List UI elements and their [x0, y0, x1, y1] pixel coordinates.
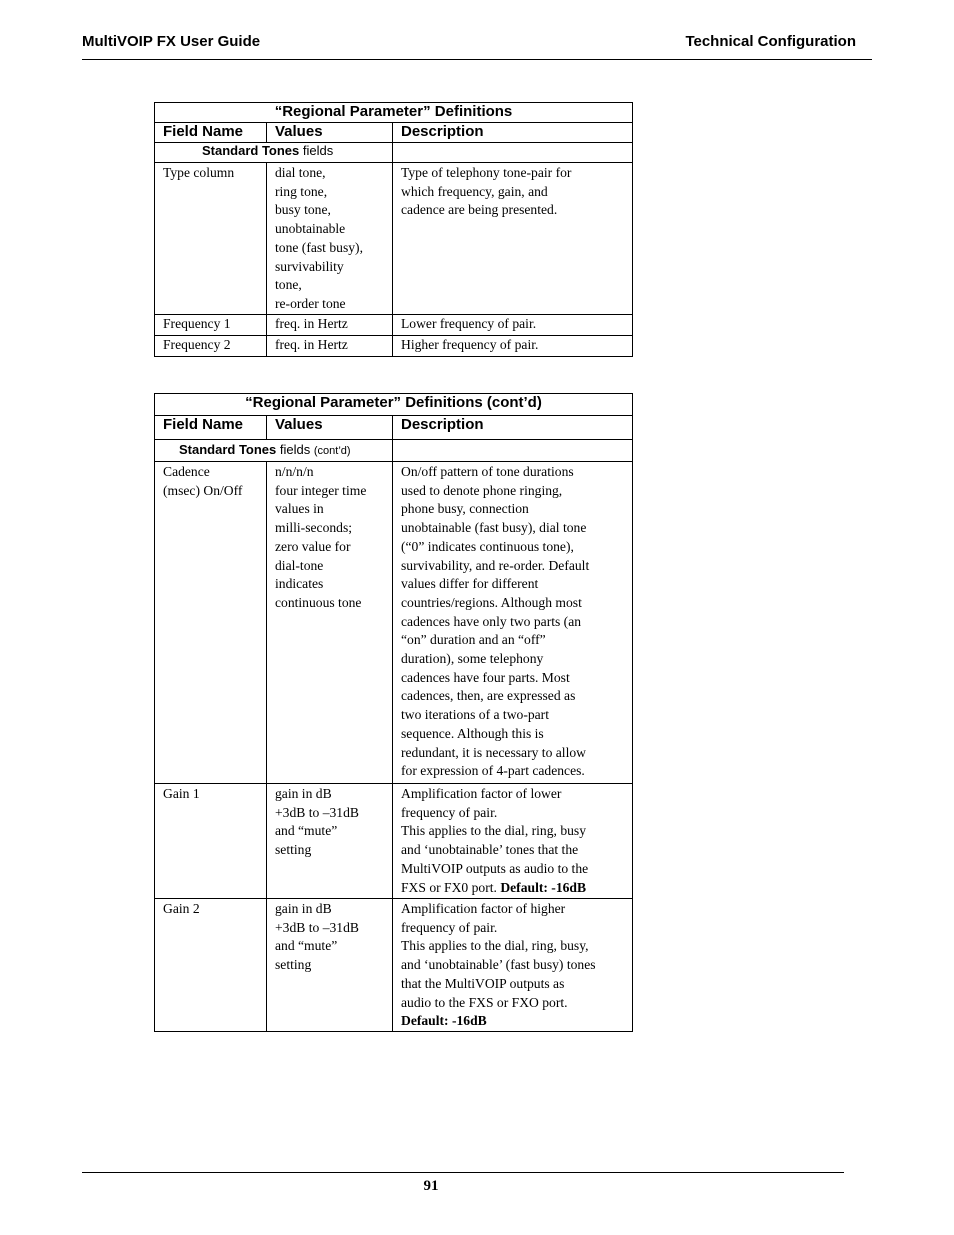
description-cell: Amplification factor of lower frequency of pair. This applies to the dial, ring, busy and ‘unobtainable’ tones that the MultiVOIP outputs as audio to the FXS or FX0 port. Default: -16dB: [393, 784, 633, 899]
table-title: “Regional Parameter” Definitions: [155, 103, 633, 123]
description-cell: Amplification factor of higher frequency of pair. This applies to the dial, ring, busy, and ‘unobtainable’ (fast busy) tones that the MultiVOIP outputs as audio to the FXS or FXO port. Default: -16dB: [393, 899, 633, 1032]
column-header-description: Description: [393, 123, 633, 143]
values-cell: n/n/n/n four integer time values in milli-seconds; zero value for dial-tone indicates continuous tone: [267, 462, 393, 784]
default-value: Default: -16dB: [401, 1013, 487, 1029]
page-header: [82, 32, 872, 60]
values-cell: freq. in Hertz: [267, 336, 393, 357]
values-cell: gain in dB +3dB to –31dB and “mute” setting: [267, 899, 393, 1032]
description-cell: On/off pattern of tone durations used to denote phone ringing, phone busy, connection unobtainable (fast busy), dial tone (“0” indicates continuous tone), survivability, and re-order. Default values differ for different countries/regions. Although most cadences have only two parts (an “on” duration and an “off” duration), some telephony cadences have four parts. Most cadences, then, are expressed as two iterations of a two-part sequence. Although this is redundant, it is necessary to allow for expression of 4-part cadences.: [393, 462, 633, 784]
section-label: Standard Tones fields (cont’d): [155, 440, 393, 462]
footer-rule: [82, 1172, 844, 1173]
column-header-values: Values: [267, 123, 393, 143]
section-label-empty-cell: [393, 143, 633, 163]
field-name-cell: Frequency 1: [155, 315, 267, 336]
description-cell: Higher frequency of pair.: [393, 336, 633, 357]
field-name-cell: Type column: [155, 163, 267, 315]
description-cell: Type of telephony tone-pair for which frequency, gain, and cadence are being presented.: [393, 163, 633, 315]
field-name-cell: Frequency 2: [155, 336, 267, 357]
column-header-field-name: Field Name: [155, 416, 267, 440]
table-title: “Regional Parameter” Definitions (cont’d): [155, 394, 633, 416]
column-header-field-name: Field Name: [155, 123, 267, 143]
regional-parameter-table-continued: [154, 393, 633, 1032]
description-cell: Lower frequency of pair.: [393, 315, 633, 336]
column-header-values: Values: [267, 416, 393, 440]
section-label: Standard Tones fields: [155, 143, 393, 163]
column-header-description: Description: [393, 416, 633, 440]
values-cell: dial tone, ring tone, busy tone, unobtainable tone (fast busy), survivability tone, re-order tone: [267, 163, 393, 315]
values-cell: gain in dB +3dB to –31dB and “mute” setting: [267, 784, 393, 899]
values-cell: freq. in Hertz: [267, 315, 393, 336]
regional-parameter-table: [154, 102, 633, 357]
section-label-empty-cell: [393, 440, 633, 462]
guide-title: MultiVOIP FX User Guide: [82, 33, 261, 50]
default-value: Default: -16dB: [500, 879, 587, 895]
page-number: 91: [423, 1178, 439, 1194]
field-name-cell: Gain 1: [155, 784, 267, 899]
field-name-cell: Cadence (msec) On/Off: [155, 462, 267, 784]
field-name-cell: Gain 2: [155, 899, 267, 1032]
section-title: Technical Configuration: [685, 33, 856, 50]
